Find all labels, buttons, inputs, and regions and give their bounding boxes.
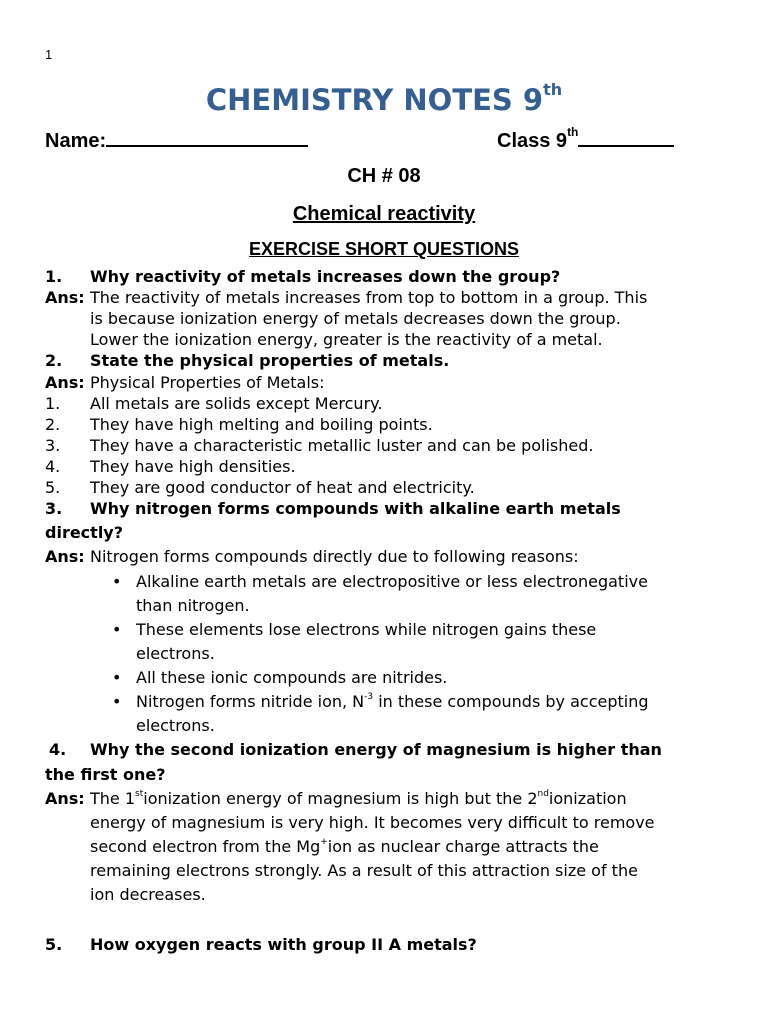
name-label: Name: [45,130,107,152]
list-item [45,436,593,455]
bullet-text: electrons. [136,644,215,663]
student-info-row [45,127,685,157]
answer-text-part: ionization [548,789,627,808]
answer-line: energy of magnesium is very high. It becomes very difficult to remove [90,813,655,832]
bullet-text: These elements lose electrons while nitrogen gains these [136,620,597,639]
answer-line [90,837,599,856]
question-number: 4. [49,740,67,759]
list-number: 2. [45,415,61,434]
answer-text-part: The 1 [90,789,136,808]
question-4-continued: the first one? [45,765,166,784]
list-text: They have a characteristic metallic luster and can be polished. [90,436,594,455]
exercise-heading: EXERCISE SHORT QUESTIONS [248,239,520,259]
answer-line: Nitrogen forms compounds directly due to following reasons: [90,547,579,566]
bullet-text-part: Nitrogen forms nitride ion, N [136,692,365,711]
charge-superscript: -3 [364,691,374,702]
list-number: 4. [45,457,61,476]
answer-line: Physical Properties of Metals: [90,373,325,392]
answer-text-part: ionization energy of magnesium is high but the 2 [143,789,538,808]
question-text: State the physical properties of metals. [90,351,450,370]
question-number: 2. [45,351,63,370]
answer-line: The reactivity of metals increases from top to bottom in a group. This [90,288,648,307]
chapter-heading: CH # 08 [347,165,421,187]
list-item [45,394,382,413]
title-text: CHEMISTRY NOTES 9 [205,83,544,117]
answer-line: ion decreases. [90,885,206,904]
question-3-continued: directly? [45,523,124,542]
answer-line: is because ionization energy of metals decreases down the group. [90,309,621,328]
charge-superscript: + [320,836,328,847]
topic-heading: Chemical reactivity [292,203,476,225]
question-1 [45,267,560,286]
answer-label: Ans: [45,789,85,808]
question-4 [49,740,662,759]
class-blank-line [578,127,674,147]
answer-line: Lower the ionization energy, greater is the reactivity of a metal. [90,330,603,349]
list-text: They are good conductor of heat and electricity. [90,478,475,497]
bullet-text [136,692,649,711]
name-blank-line [106,127,308,147]
bullet-text: Alkaline earth metals are electropositive or less electronegative [136,572,648,591]
question-number: 3. [45,499,63,518]
list-number: 3. [45,436,61,455]
answer-label: Ans: [45,547,85,566]
ordinal-superscript: st [135,788,144,799]
list-text: They have high densities. [90,457,296,476]
class-label: Class 9 [497,130,568,152]
question-number: 1. [45,267,63,286]
question-5 [45,935,477,954]
question-3 [45,499,621,518]
page-number: 1 [45,47,53,62]
bullet-icon: • [112,668,122,687]
question-text: Why nitrogen forms compounds with alkaline earth metals [90,499,621,518]
answer-label: Ans: [45,373,85,392]
list-item [45,415,433,434]
bullet-text: than nitrogen. [136,596,250,615]
bullet-icon: • [112,620,122,639]
list-text: They have high melting and boiling points. [90,415,433,434]
question-2 [45,351,449,370]
answer-line: remaining electrons strongly. As a result of this attraction size of the [90,861,638,880]
page-title [0,80,768,117]
answer-text-part: second electron from the Mg [90,837,321,856]
class-field [497,127,674,153]
question-text: How oxygen reacts with group II A metals? [90,935,477,954]
name-field [45,127,308,153]
list-item [45,478,475,497]
question-number: 5. [45,935,63,954]
answer-label: Ans: [45,288,85,307]
question-text: Why the second ionization energy of magnesium is higher than [90,740,662,759]
bullet-text: electrons. [136,716,215,735]
bullet-icon: • [112,572,122,591]
list-text: All metals are solids except Mercury. [90,394,383,413]
title-superscript: th [543,80,563,100]
ordinal-superscript: nd [537,788,549,799]
list-number: 1. [45,394,61,413]
answer-line [90,789,627,808]
bullet-icon: • [112,692,122,711]
question-text: Why reactivity of metals increases down the group? [90,267,561,286]
list-item [45,457,296,476]
bullet-text: All these ionic compounds are nitrides. [136,668,448,687]
list-number: 5. [45,478,61,497]
class-superscript: th [567,125,579,140]
bullet-text-part: in these compounds by accepting [373,692,649,711]
answer-text-part: ion as nuclear charge attracts the [327,837,599,856]
